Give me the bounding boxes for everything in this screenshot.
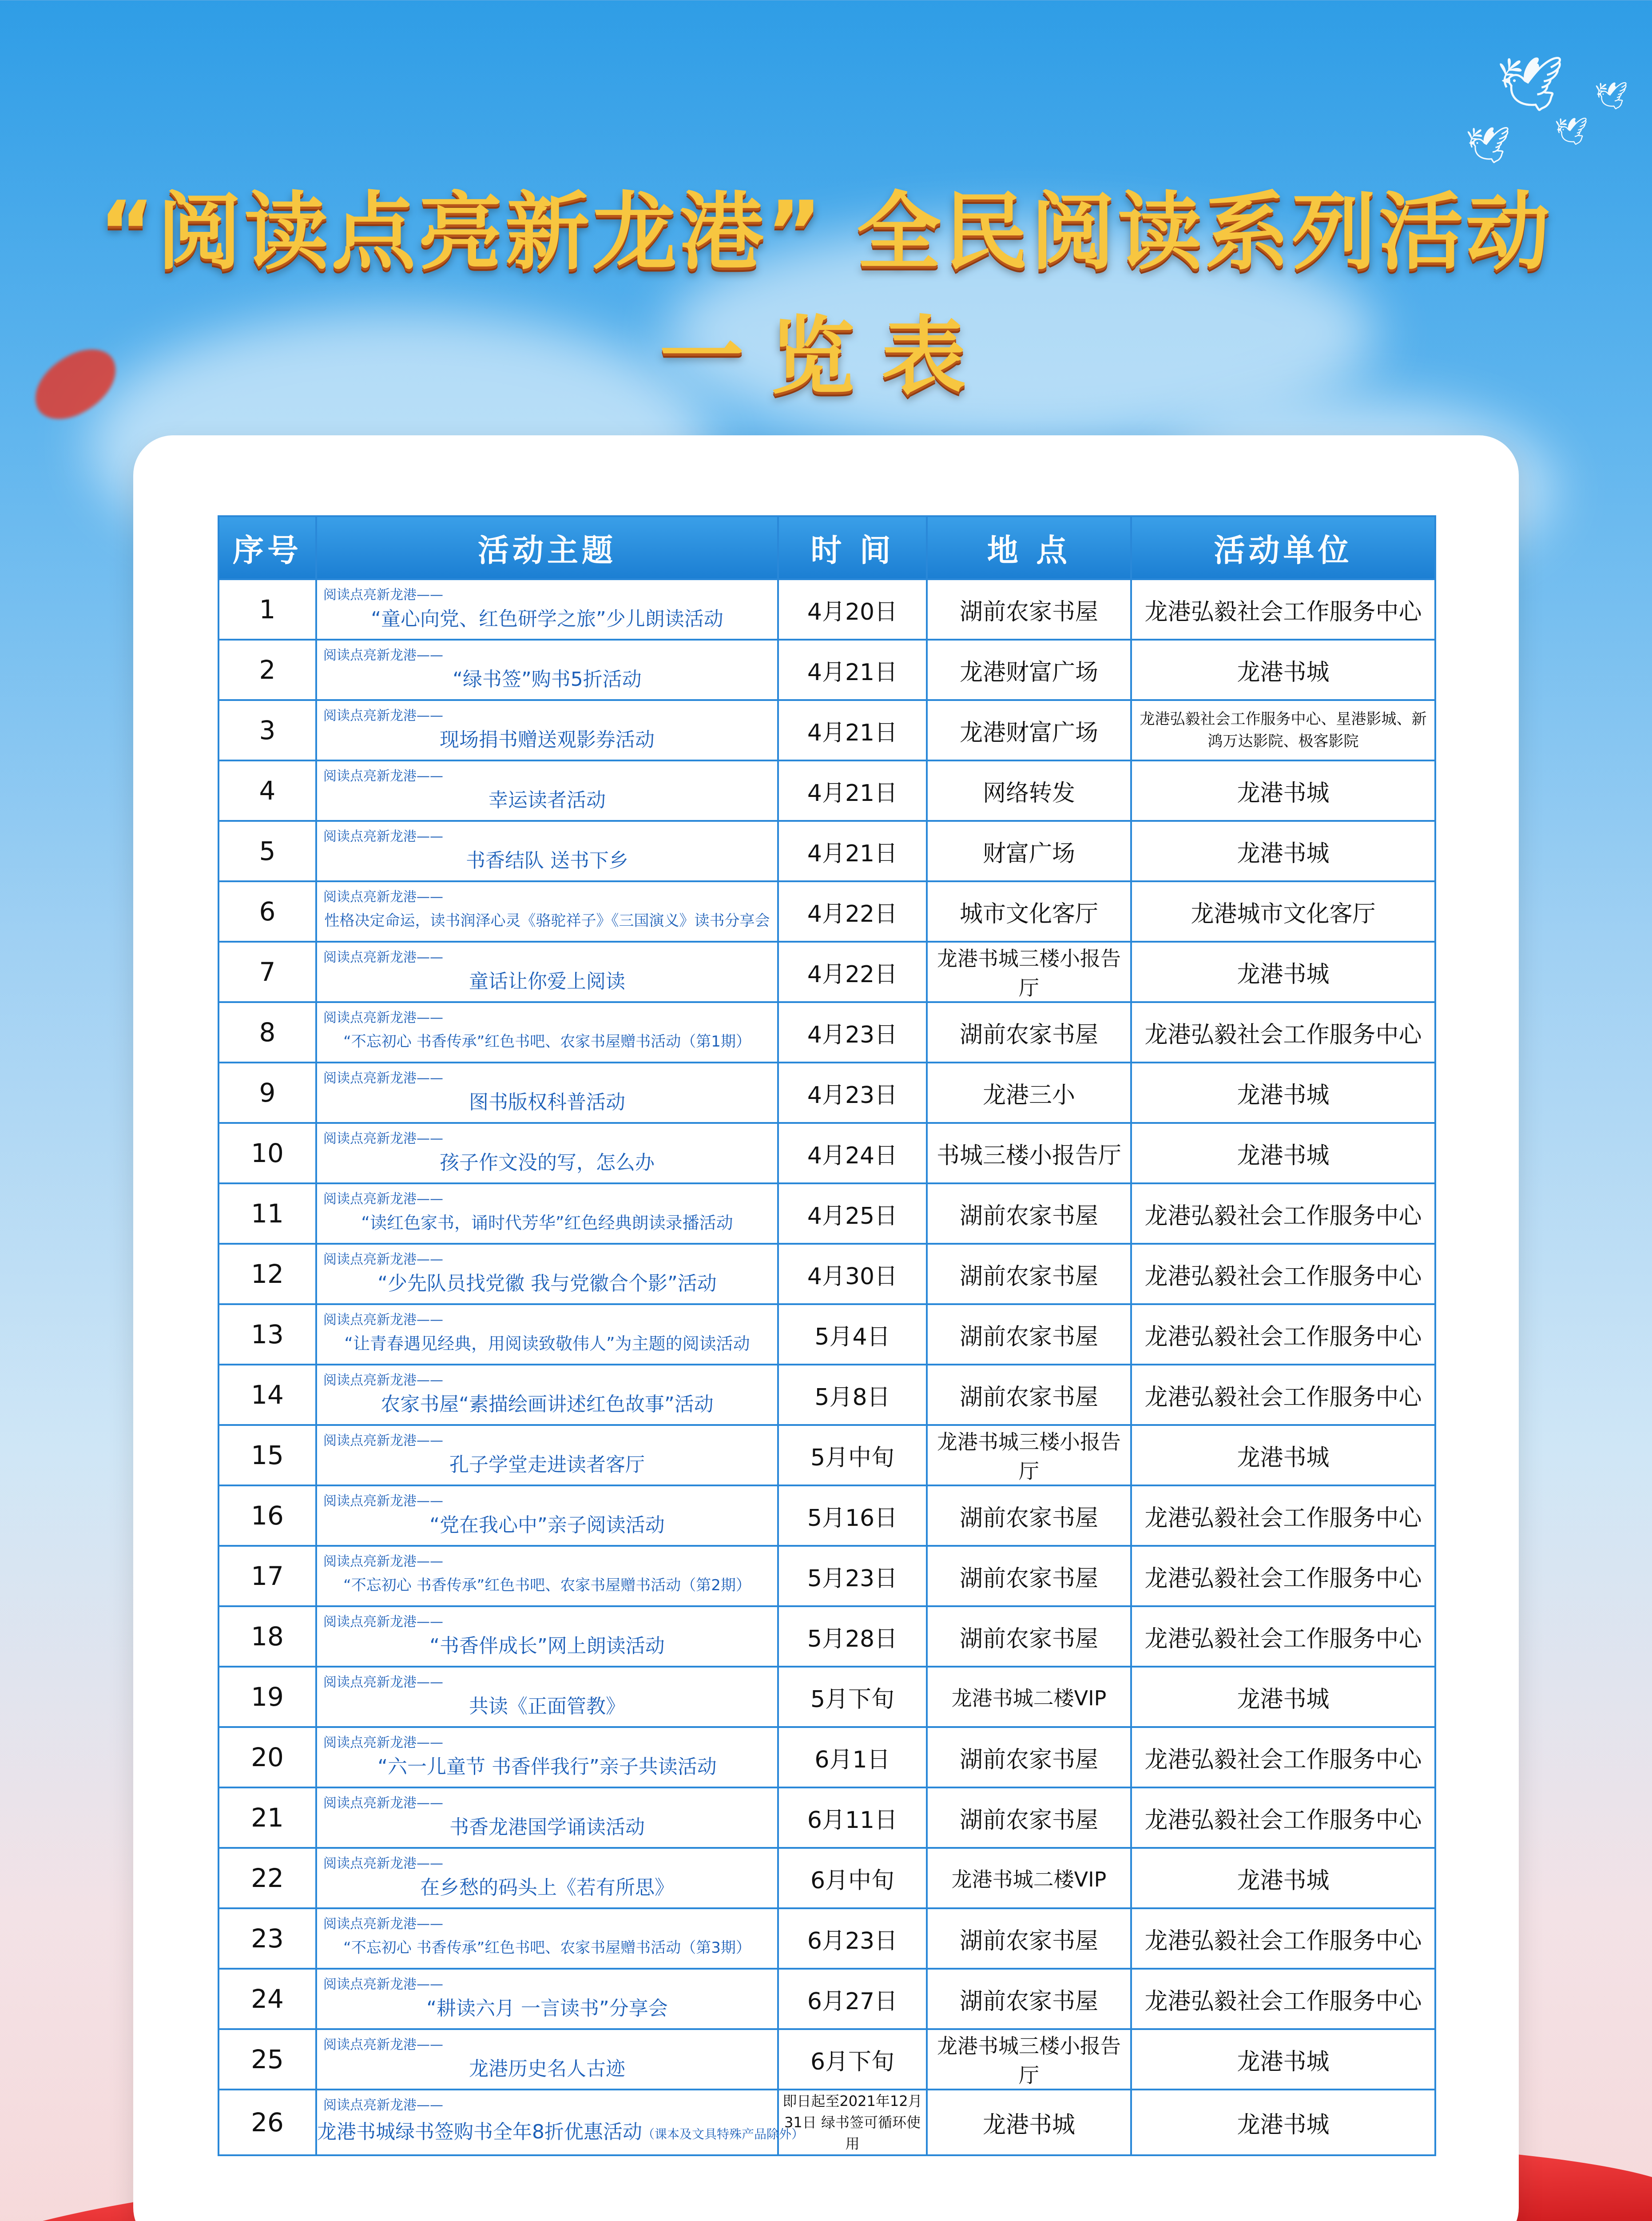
row-time: 4月20日 xyxy=(778,579,927,640)
row-theme xyxy=(316,1546,778,1606)
row-place: 书城三楼小报告厅 xyxy=(927,1123,1131,1183)
table-row xyxy=(218,881,1435,942)
row-organizer: 龙港弘毅社会工作服务中心、星港影城、新鸿万达影院、极客影院 xyxy=(1131,700,1435,760)
row-theme xyxy=(316,1485,778,1546)
row-theme xyxy=(316,1425,778,1485)
theme-prefix: 阅读点亮新龙港—— xyxy=(323,2098,443,2113)
row-index: 25 xyxy=(218,2029,316,2090)
row-place: 湖前农家书屋 xyxy=(927,1546,1131,1606)
theme-text: “不忘初心 书香传承”红色书吧、农家书屋赠书活动（第1期） xyxy=(343,1032,751,1051)
row-organizer: 龙港书城 xyxy=(1131,1063,1435,1123)
theme-text: 在乡愁的码头上《若有所思》 xyxy=(420,1876,674,1899)
row-place: 湖前农家书屋 xyxy=(927,1727,1131,1787)
header-organizer: 活动单位 xyxy=(1131,516,1435,579)
theme-text: 共读《正面管教》 xyxy=(469,1695,625,1718)
row-place: 湖前农家书屋 xyxy=(927,579,1131,640)
row-organizer: 龙港弘毅社会工作服务中心 xyxy=(1131,1002,1435,1063)
row-place: 湖前农家书屋 xyxy=(927,1183,1131,1244)
row-time: 4月23日 xyxy=(778,1002,927,1063)
table-row xyxy=(218,1123,1435,1183)
row-time: 4月21日 xyxy=(778,640,927,700)
table-row xyxy=(218,700,1435,760)
theme-text: “耕读六月 一言读书”分享会 xyxy=(426,1997,668,2020)
row-index: 15 xyxy=(218,1425,316,1485)
row-theme xyxy=(316,1183,778,1244)
row-time: 4月21日 xyxy=(778,821,927,881)
row-place: 龙港财富广场 xyxy=(927,700,1131,760)
row-place: 湖前农家书屋 xyxy=(927,1969,1131,2029)
row-theme xyxy=(316,700,778,760)
row-time: 6月27日 xyxy=(778,1969,927,2029)
theme-prefix: 阅读点亮新龙港—— xyxy=(323,1614,443,1630)
table-row xyxy=(218,1848,1435,1908)
row-theme xyxy=(316,1848,778,1908)
row-index: 2 xyxy=(218,640,316,700)
row-place: 龙港财富广场 xyxy=(927,640,1131,700)
table-row xyxy=(218,1063,1435,1123)
row-organizer: 龙港书城 xyxy=(1131,2029,1435,2090)
row-theme xyxy=(316,760,778,821)
table-row xyxy=(218,1183,1435,1244)
theme-prefix: 阅读点亮新龙港—— xyxy=(323,1433,443,1449)
theme-text: “党在我心中”亲子阅读活动 xyxy=(429,1514,665,1536)
row-index: 20 xyxy=(218,1727,316,1787)
theme-prefix: 阅读点亮新龙港—— xyxy=(323,1977,443,1992)
theme-text: “六一儿童节 书香伴我行”亲子共读活动 xyxy=(377,1755,717,1778)
row-time: 5月下旬 xyxy=(778,1667,927,1727)
theme-prefix: 阅读点亮新龙港—— xyxy=(323,2037,443,2053)
theme-text: “不忘初心 书香传承”红色书吧、农家书屋赠书活动（第2期） xyxy=(343,1576,751,1594)
row-organizer: 龙港书城 xyxy=(1131,1667,1435,1727)
theme-text: 性格决定命运，读书润泽心灵《骆驼祥子》《三国演义》读书分享会 xyxy=(324,911,770,930)
theme-prefix: 阅读点亮新龙港—— xyxy=(323,768,443,784)
row-theme xyxy=(316,2029,778,2090)
row-organizer: 龙港弘毅社会工作服务中心 xyxy=(1131,1304,1435,1365)
row-theme xyxy=(316,1365,778,1425)
header-place: 地 点 xyxy=(927,516,1131,579)
row-organizer: 龙港弘毅社会工作服务中心 xyxy=(1131,1183,1435,1244)
row-organizer: 龙港弘毅社会工作服务中心 xyxy=(1131,1485,1435,1546)
theme-text: 农家书屋“素描绘画讲述红色故事”活动 xyxy=(381,1393,714,1416)
row-time: 5月中旬 xyxy=(778,1425,927,1485)
row-theme xyxy=(316,1304,778,1365)
row-theme xyxy=(316,1244,778,1304)
row-time: 5月8日 xyxy=(778,1365,927,1425)
theme-prefix: 阅读点亮新龙港—— xyxy=(323,708,443,724)
page-title: “阅读点亮新龙港” 全民阅读系列活动 xyxy=(99,183,1553,281)
header-index: 序号 xyxy=(218,516,316,579)
row-index: 9 xyxy=(218,1063,316,1123)
row-place: 湖前农家书屋 xyxy=(927,1606,1131,1667)
theme-text: “少先队员找党徽 我与党徽合个影”活动 xyxy=(377,1272,717,1295)
row-theme xyxy=(316,579,778,640)
theme-prefix: 阅读点亮新龙港—— xyxy=(323,1010,443,1026)
row-time: 5月4日 xyxy=(778,1304,927,1365)
theme-text: 书香龙港国学诵读活动 xyxy=(449,1816,645,1839)
row-organizer: 龙港弘毅社会工作服务中心 xyxy=(1131,1244,1435,1304)
theme-text: 童话让你爱上阅读 xyxy=(469,970,625,993)
row-place: 湖前农家书屋 xyxy=(927,1485,1131,1546)
row-place: 湖前农家书屋 xyxy=(927,1002,1131,1063)
theme-prefix: 阅读点亮新龙港—— xyxy=(323,1856,443,1871)
theme-note: （课本及文具特殊产品除外） xyxy=(642,2127,804,2141)
header-theme: 活动主题 xyxy=(316,516,778,579)
row-organizer: 龙港书城 xyxy=(1131,760,1435,821)
table-row xyxy=(218,1244,1435,1304)
header-time: 时 间 xyxy=(778,516,927,579)
theme-text: 龙港历史名人古迹 xyxy=(469,2058,625,2080)
row-index: 16 xyxy=(218,1485,316,1546)
row-time: 4月22日 xyxy=(778,942,927,1002)
row-place: 湖前农家书屋 xyxy=(927,1787,1131,1848)
row-time: 4月22日 xyxy=(778,881,927,942)
row-index: 18 xyxy=(218,1606,316,1667)
row-organizer: 龙港弘毅社会工作服务中心 xyxy=(1131,1908,1435,1969)
row-index: 26 xyxy=(218,2090,316,2155)
row-theme xyxy=(316,1123,778,1183)
theme-text: “不忘初心 书香传承”红色书吧、农家书屋赠书活动（第3期） xyxy=(343,1938,751,1957)
theme-text: “读红色家书，诵时代芳华”红色经典朗读录播活动 xyxy=(361,1213,733,1233)
row-index: 11 xyxy=(218,1183,316,1244)
row-organizer: 龙港弘毅社会工作服务中心 xyxy=(1131,1546,1435,1606)
dove-icon: 🕊 xyxy=(1594,80,1628,111)
row-index: 1 xyxy=(218,579,316,640)
theme-text: 书香结队 送书下乡 xyxy=(466,849,628,872)
dove-icon: 🕊 xyxy=(1554,116,1588,147)
row-index: 14 xyxy=(218,1365,316,1425)
dove-icon: 🕊 xyxy=(1497,53,1565,115)
row-theme xyxy=(316,1063,778,1123)
table-row xyxy=(218,2090,1435,2155)
row-organizer: 龙港弘毅社会工作服务中心 xyxy=(1131,1365,1435,1425)
row-organizer: 龙港弘毅社会工作服务中心 xyxy=(1131,1787,1435,1848)
row-organizer: 龙港书城 xyxy=(1131,1123,1435,1183)
theme-prefix: 阅读点亮新龙港—— xyxy=(323,1252,443,1267)
table-row xyxy=(218,2029,1435,2090)
row-time: 4月21日 xyxy=(778,760,927,821)
row-index: 10 xyxy=(218,1123,316,1183)
row-theme xyxy=(316,1787,778,1848)
row-organizer: 龙港书城 xyxy=(1131,1848,1435,1908)
table-header-row xyxy=(218,516,1435,579)
theme-prefix: 阅读点亮新龙港—— xyxy=(323,648,443,663)
table-row xyxy=(218,1727,1435,1787)
page-subtitle: 一览表 xyxy=(659,307,993,406)
row-organizer: 龙港弘毅社会工作服务中心 xyxy=(1131,1727,1435,1787)
row-time: 6月下旬 xyxy=(778,2029,927,2090)
row-place: 龙港书城三楼小报告厅 xyxy=(927,942,1131,1002)
row-organizer: 龙港书城 xyxy=(1131,1425,1435,1485)
row-place: 湖前农家书屋 xyxy=(927,1365,1131,1425)
row-organizer: 龙港书城 xyxy=(1131,640,1435,700)
theme-text: “让青春遇见经典，用阅读致敬伟人”为主题的阅读活动 xyxy=(344,1333,750,1353)
theme-text: 孔子学堂走进读者客厅 xyxy=(449,1453,645,1476)
row-place: 湖前农家书屋 xyxy=(927,1304,1131,1365)
row-time: 5月28日 xyxy=(778,1606,927,1667)
row-theme xyxy=(316,942,778,1002)
theme-text: 现场捐书赠送观影券活动 xyxy=(440,728,655,751)
table-row xyxy=(218,1485,1435,1546)
theme-prefix: 阅读点亮新龙港—— xyxy=(323,587,443,603)
row-place: 龙港书城三楼小报告厅 xyxy=(927,1425,1131,1485)
row-index: 4 xyxy=(218,760,316,821)
theme-prefix: 阅读点亮新龙港—— xyxy=(323,1131,443,1146)
table-row xyxy=(218,1787,1435,1848)
row-time: 4月23日 xyxy=(778,1063,927,1123)
row-time: 6月23日 xyxy=(778,1908,927,1969)
row-time: 6月中旬 xyxy=(778,1848,927,1908)
row-index: 23 xyxy=(218,1908,316,1969)
theme-prefix: 阅读点亮新龙港—— xyxy=(323,1312,443,1328)
theme-prefix: 阅读点亮新龙港—— xyxy=(323,1071,443,1086)
row-index: 7 xyxy=(218,942,316,1002)
row-time: 6月11日 xyxy=(778,1787,927,1848)
table-row xyxy=(218,640,1435,700)
theme-prefix: 阅读点亮新龙港—— xyxy=(323,1675,443,1690)
table-row xyxy=(218,1908,1435,1969)
table-row xyxy=(218,942,1435,1002)
row-theme xyxy=(316,2090,804,2155)
row-organizer: 龙港弘毅社会工作服务中心 xyxy=(1131,579,1435,640)
row-index: 19 xyxy=(218,1667,316,1727)
row-time: 4月21日 xyxy=(778,700,927,760)
row-place: 龙港书城二楼VIP xyxy=(927,1848,1131,1908)
row-theme xyxy=(316,1606,778,1667)
row-time: 5月23日 xyxy=(778,1546,927,1606)
row-organizer: 龙港弘毅社会工作服务中心 xyxy=(1131,1606,1435,1667)
row-theme xyxy=(316,1908,778,1969)
table-row xyxy=(218,1546,1435,1606)
table-row xyxy=(218,760,1435,821)
theme-prefix: 阅读点亮新龙港—— xyxy=(323,1735,443,1751)
theme-text: “童心向党、红色研学之旅”少儿朗读活动 xyxy=(371,608,723,630)
table-row xyxy=(218,821,1435,881)
row-place: 龙港书城二楼VIP xyxy=(927,1667,1131,1727)
table-row xyxy=(218,579,1435,640)
row-place: 龙港书城三楼小报告厅 xyxy=(927,2029,1131,2090)
row-index: 12 xyxy=(218,1244,316,1304)
theme-prefix: 阅读点亮新龙港—— xyxy=(323,950,443,965)
row-organizer: 龙港弘毅社会工作服务中心 xyxy=(1131,1969,1435,2029)
theme-prefix: 阅读点亮新龙港—— xyxy=(323,829,443,844)
row-time: 4月25日 xyxy=(778,1183,927,1244)
theme-text: “绿书签”购书5折活动 xyxy=(453,668,642,691)
table-row xyxy=(218,1365,1435,1425)
table-row xyxy=(218,1002,1435,1063)
theme-prefix: 阅读点亮新龙港—— xyxy=(323,1795,443,1811)
theme-prefix: 阅读点亮新龙港—— xyxy=(323,1493,443,1509)
row-theme xyxy=(316,640,778,700)
theme-text: 孩子作文没的写，怎么办 xyxy=(440,1151,655,1174)
row-organizer: 龙港书城 xyxy=(1131,942,1435,1002)
row-index: 13 xyxy=(218,1304,316,1365)
row-time: 4月24日 xyxy=(778,1123,927,1183)
table-row xyxy=(218,1606,1435,1667)
activity-table xyxy=(218,515,1436,2156)
row-place: 龙港三小 xyxy=(927,1063,1131,1123)
theme-text: “书香伴成长”网上朗读活动 xyxy=(429,1635,665,1657)
theme-text: 龙港书城绿书签购书全年8折优惠活动 xyxy=(317,2121,642,2143)
table-row xyxy=(218,1304,1435,1365)
theme-prefix: 阅读点亮新龙港—— xyxy=(323,1916,443,1932)
row-place: 湖前农家书屋 xyxy=(927,1908,1131,1969)
row-place: 财富广场 xyxy=(927,821,1131,881)
row-time: 4月30日 xyxy=(778,1244,927,1304)
row-organizer: 龙港书城 xyxy=(1131,2090,1435,2155)
dove-icon: 🕊 xyxy=(1465,124,1511,166)
row-index: 22 xyxy=(218,1848,316,1908)
row-time: 即日起至2021年12月31日 绿书签可循环使用 xyxy=(778,2090,927,2155)
row-place: 龙港书城 xyxy=(927,2090,1131,2155)
row-theme xyxy=(316,1002,778,1063)
row-theme xyxy=(316,1727,778,1787)
row-organizer: 龙港城市文化客厅 xyxy=(1131,881,1435,942)
theme-text: 图书版权科普活动 xyxy=(469,1091,625,1114)
row-index: 6 xyxy=(218,881,316,942)
theme-prefix: 阅读点亮新龙港—— xyxy=(323,1373,443,1388)
theme-prefix: 阅读点亮新龙港—— xyxy=(323,1191,443,1207)
row-theme xyxy=(316,1667,778,1727)
row-place: 网络转发 xyxy=(927,760,1131,821)
table-row xyxy=(218,1969,1435,2029)
row-place: 城市文化客厅 xyxy=(927,881,1131,942)
row-place: 湖前农家书屋 xyxy=(927,1244,1131,1304)
row-index: 5 xyxy=(218,821,316,881)
theme-prefix: 阅读点亮新龙港—— xyxy=(323,1554,443,1569)
theme-prefix: 阅读点亮新龙港—— xyxy=(323,889,443,905)
row-index: 24 xyxy=(218,1969,316,2029)
row-time: 5月16日 xyxy=(778,1485,927,1546)
row-time: 6月1日 xyxy=(778,1727,927,1787)
row-theme xyxy=(316,821,778,881)
table-row xyxy=(218,1425,1435,1485)
row-index: 3 xyxy=(218,700,316,760)
row-organizer: 龙港书城 xyxy=(1131,821,1435,881)
row-index: 8 xyxy=(218,1002,316,1063)
row-theme xyxy=(316,1969,778,2029)
row-theme xyxy=(316,881,778,942)
row-index: 21 xyxy=(218,1787,316,1848)
theme-text: 幸运读者活动 xyxy=(488,789,606,812)
table-row xyxy=(218,1667,1435,1727)
row-index: 17 xyxy=(218,1546,316,1606)
